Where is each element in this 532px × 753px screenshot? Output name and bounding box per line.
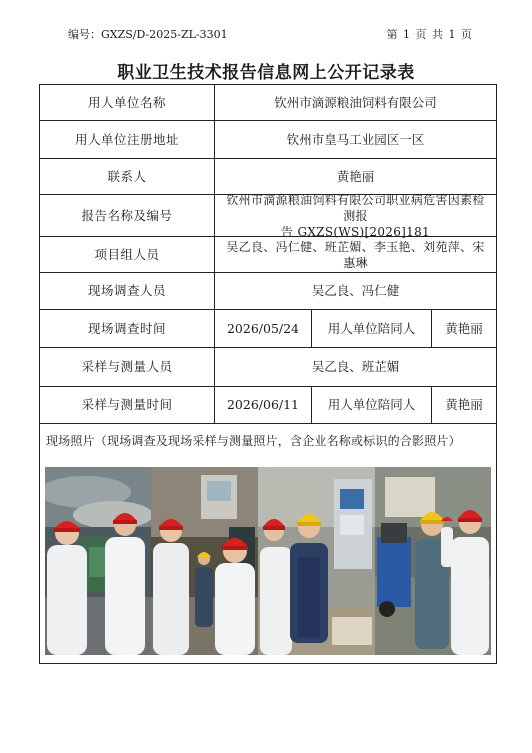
survey-escort-value: 黄艳丽 [432, 310, 496, 348]
record-form-table [39, 84, 497, 664]
employer-address-label: 用人单位注册地址 [40, 121, 215, 159]
sampling-time-value: 2026/06/11 [215, 387, 312, 424]
report-value [215, 192, 496, 239]
sampling-escort-value: 黄艳丽 [432, 387, 496, 424]
contact-label: 联系人 [40, 159, 215, 195]
document-number: 编号：GXZS/D-2025-ZL-3301 [68, 28, 228, 41]
survey-escort-label: 用人单位陪同人 [312, 310, 432, 348]
report-value-line-2: 告 GXZS(WS)[2026]181 [281, 224, 430, 239]
page-info: 第 1 页 共 1 页 [386, 28, 472, 41]
site-photo-2 [151, 467, 258, 655]
survey-staff-value: 吴乙良、冯仁健 [215, 273, 496, 310]
employer-name-value: 钦州市滴源粮油饲料有限公司 [215, 85, 496, 121]
survey-staff-label: 现场调查人员 [40, 273, 215, 310]
survey-time-value: 2026/05/24 [215, 310, 312, 348]
employer-name-label: 用人单位名称 [40, 85, 215, 121]
sampling-staff-value: 吴乙良、班芷媚 [215, 348, 496, 387]
sampling-staff-label: 采样与测量人员 [40, 348, 215, 387]
site-photo-3 [258, 467, 375, 655]
employer-address-value: 钦州市皇马工业园区一区 [215, 121, 496, 159]
survey-time-label: 现场调查时间 [40, 310, 215, 348]
site-photos [45, 467, 491, 655]
sampling-time-label: 采样与测量时间 [40, 387, 215, 424]
site-photo-1 [45, 467, 151, 655]
report-label: 报告名称及编号 [40, 195, 215, 237]
photos-caption: 现场照片（现场调查及现场采样与测量照片，含企业名称或标识的合影照片） [46, 433, 461, 448]
contact-value: 黄艳丽 [215, 159, 496, 195]
site-photo-4 [375, 467, 491, 655]
sampling-escort-label: 用人单位陪同人 [312, 387, 432, 424]
project-team-label: 项目组人员 [40, 237, 215, 273]
report-value-line-1: 钦州市滴源粮油饲料有限公司职业病危害因素检测报 [226, 192, 485, 223]
project-team-value: 吴乙良、冯仁健、班芷媚、李玉艳、刘苑萍、宋惠琳 [215, 237, 496, 273]
page-title: 职业卫生技术报告信息网上公开记录表 [117, 63, 415, 83]
